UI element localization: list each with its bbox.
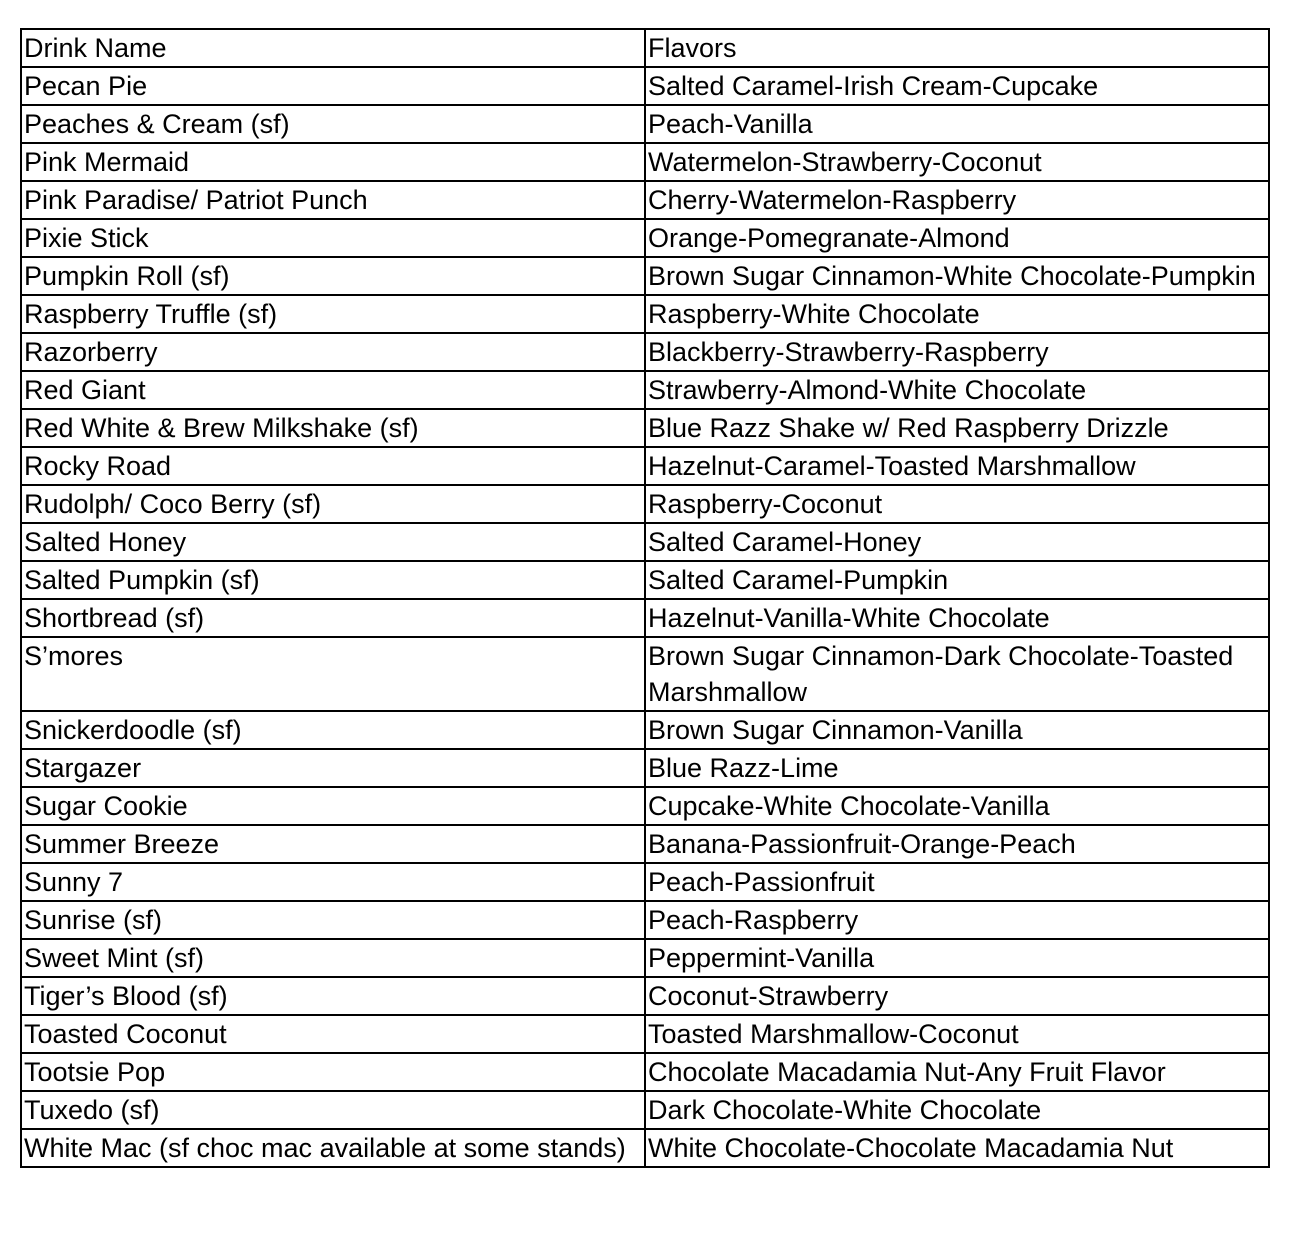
drink-name-cell: Sweet Mint (sf) — [21, 939, 645, 977]
flavors-cell: White Chocolate-Chocolate Macadamia Nut — [645, 1129, 1269, 1167]
drink-name-cell: Summer Breeze — [21, 825, 645, 863]
drink-name-cell: Red White & Brew Milkshake (sf) — [21, 409, 645, 447]
drink-name-cell: Pumpkin Roll (sf) — [21, 257, 645, 295]
drink-name-cell: Red Giant — [21, 371, 645, 409]
flavors-cell: Coconut-Strawberry — [645, 977, 1269, 1015]
table-row — [21, 977, 1269, 1015]
table-row — [21, 67, 1269, 105]
drink-name-cell: White Mac (sf choc mac available at some stands) — [21, 1129, 645, 1167]
flavors-cell: Brown Sugar Cinnamon-Dark Chocolate-Toasted Marshmallow — [645, 637, 1269, 711]
header-drink-name: Drink Name — [21, 29, 645, 67]
drink-name-cell: Snickerdoodle (sf) — [21, 711, 645, 749]
table-row — [21, 1053, 1269, 1091]
flavors-cell: Salted Caramel-Irish Cream-Cupcake — [645, 67, 1269, 105]
drink-name-cell: Rudolph/ Coco Berry (sf) — [21, 485, 645, 523]
drink-name-cell: S’mores — [21, 637, 645, 711]
table-row — [21, 787, 1269, 825]
drink-name-cell: Shortbread (sf) — [21, 599, 645, 637]
drink-name-cell: Pixie Stick — [21, 219, 645, 257]
flavors-cell: Banana-Passionfruit-Orange-Peach — [645, 825, 1269, 863]
table-row — [21, 257, 1269, 295]
table-row — [21, 1091, 1269, 1129]
flavors-cell: Orange-Pomegranate-Almond — [645, 219, 1269, 257]
drink-name-cell: Tootsie Pop — [21, 1053, 645, 1091]
table-row — [21, 409, 1269, 447]
table-row — [21, 939, 1269, 977]
drink-name-cell: Sugar Cookie — [21, 787, 645, 825]
flavors-cell: Cupcake-White Chocolate-Vanilla — [645, 787, 1269, 825]
drink-name-cell: Pink Paradise/ Patriot Punch — [21, 181, 645, 219]
flavors-cell: Brown Sugar Cinnamon-Vanilla — [645, 711, 1269, 749]
drink-name-cell: Sunny 7 — [21, 863, 645, 901]
flavors-cell: Blackberry-Strawberry-Raspberry — [645, 333, 1269, 371]
drink-name-cell: Tiger’s Blood (sf) — [21, 977, 645, 1015]
flavors-cell: Blue Razz-Lime — [645, 749, 1269, 787]
flavors-cell: Toasted Marshmallow-Coconut — [645, 1015, 1269, 1053]
flavors-cell: Brown Sugar Cinnamon-White Chocolate-Pumpkin — [645, 257, 1269, 295]
drink-name-cell: Tuxedo (sf) — [21, 1091, 645, 1129]
drinks-table — [20, 28, 1270, 1168]
table-row — [21, 447, 1269, 485]
table-row — [21, 333, 1269, 371]
table-row — [21, 523, 1269, 561]
table-row — [21, 901, 1269, 939]
table-row — [21, 749, 1269, 787]
flavors-cell: Strawberry-Almond-White Chocolate — [645, 371, 1269, 409]
drink-name-cell: Raspberry Truffle (sf) — [21, 295, 645, 333]
table-row — [21, 599, 1269, 637]
table-row — [21, 637, 1269, 711]
table-row — [21, 295, 1269, 333]
drink-name-cell: Pecan Pie — [21, 67, 645, 105]
flavors-cell: Hazelnut-Caramel-Toasted Marshmallow — [645, 447, 1269, 485]
flavors-cell: Watermelon-Strawberry-Coconut — [645, 143, 1269, 181]
flavors-cell: Salted Caramel-Honey — [645, 523, 1269, 561]
table-row — [21, 485, 1269, 523]
table-row — [21, 1129, 1269, 1167]
drink-name-cell: Pink Mermaid — [21, 143, 645, 181]
table-row — [21, 105, 1269, 143]
flavors-cell: Dark Chocolate-White Chocolate — [645, 1091, 1269, 1129]
table-row — [21, 371, 1269, 409]
table-row — [21, 181, 1269, 219]
flavors-cell: Raspberry-Coconut — [645, 485, 1269, 523]
flavors-cell: Peach-Vanilla — [645, 105, 1269, 143]
flavors-cell: Chocolate Macadamia Nut-Any Fruit Flavor — [645, 1053, 1269, 1091]
table-row — [21, 143, 1269, 181]
flavors-cell: Peppermint-Vanilla — [645, 939, 1269, 977]
flavors-cell: Peach-Passionfruit — [645, 863, 1269, 901]
drink-name-cell: Peaches & Cream (sf) — [21, 105, 645, 143]
table-row — [21, 863, 1269, 901]
flavors-cell: Cherry-Watermelon-Raspberry — [645, 181, 1269, 219]
drink-name-cell: Toasted Coconut — [21, 1015, 645, 1053]
drinks-table-body — [21, 29, 1269, 1167]
drink-name-cell: Razorberry — [21, 333, 645, 371]
table-row — [21, 219, 1269, 257]
drink-name-cell: Sunrise (sf) — [21, 901, 645, 939]
drink-name-cell: Salted Honey — [21, 523, 645, 561]
table-row — [21, 825, 1269, 863]
header-flavors: Flavors — [645, 29, 1269, 67]
table-header-row — [21, 29, 1269, 67]
flavors-cell: Peach-Raspberry — [645, 901, 1269, 939]
flavors-cell: Raspberry-White Chocolate — [645, 295, 1269, 333]
drink-name-cell: Rocky Road — [21, 447, 645, 485]
table-row — [21, 711, 1269, 749]
flavors-cell: Blue Razz Shake w/ Red Raspberry Drizzle — [645, 409, 1269, 447]
drink-name-cell: Salted Pumpkin (sf) — [21, 561, 645, 599]
table-row — [21, 1015, 1269, 1053]
flavors-cell: Hazelnut-Vanilla-White Chocolate — [645, 599, 1269, 637]
drink-name-cell: Stargazer — [21, 749, 645, 787]
table-row — [21, 561, 1269, 599]
flavors-cell: Salted Caramel-Pumpkin — [645, 561, 1269, 599]
